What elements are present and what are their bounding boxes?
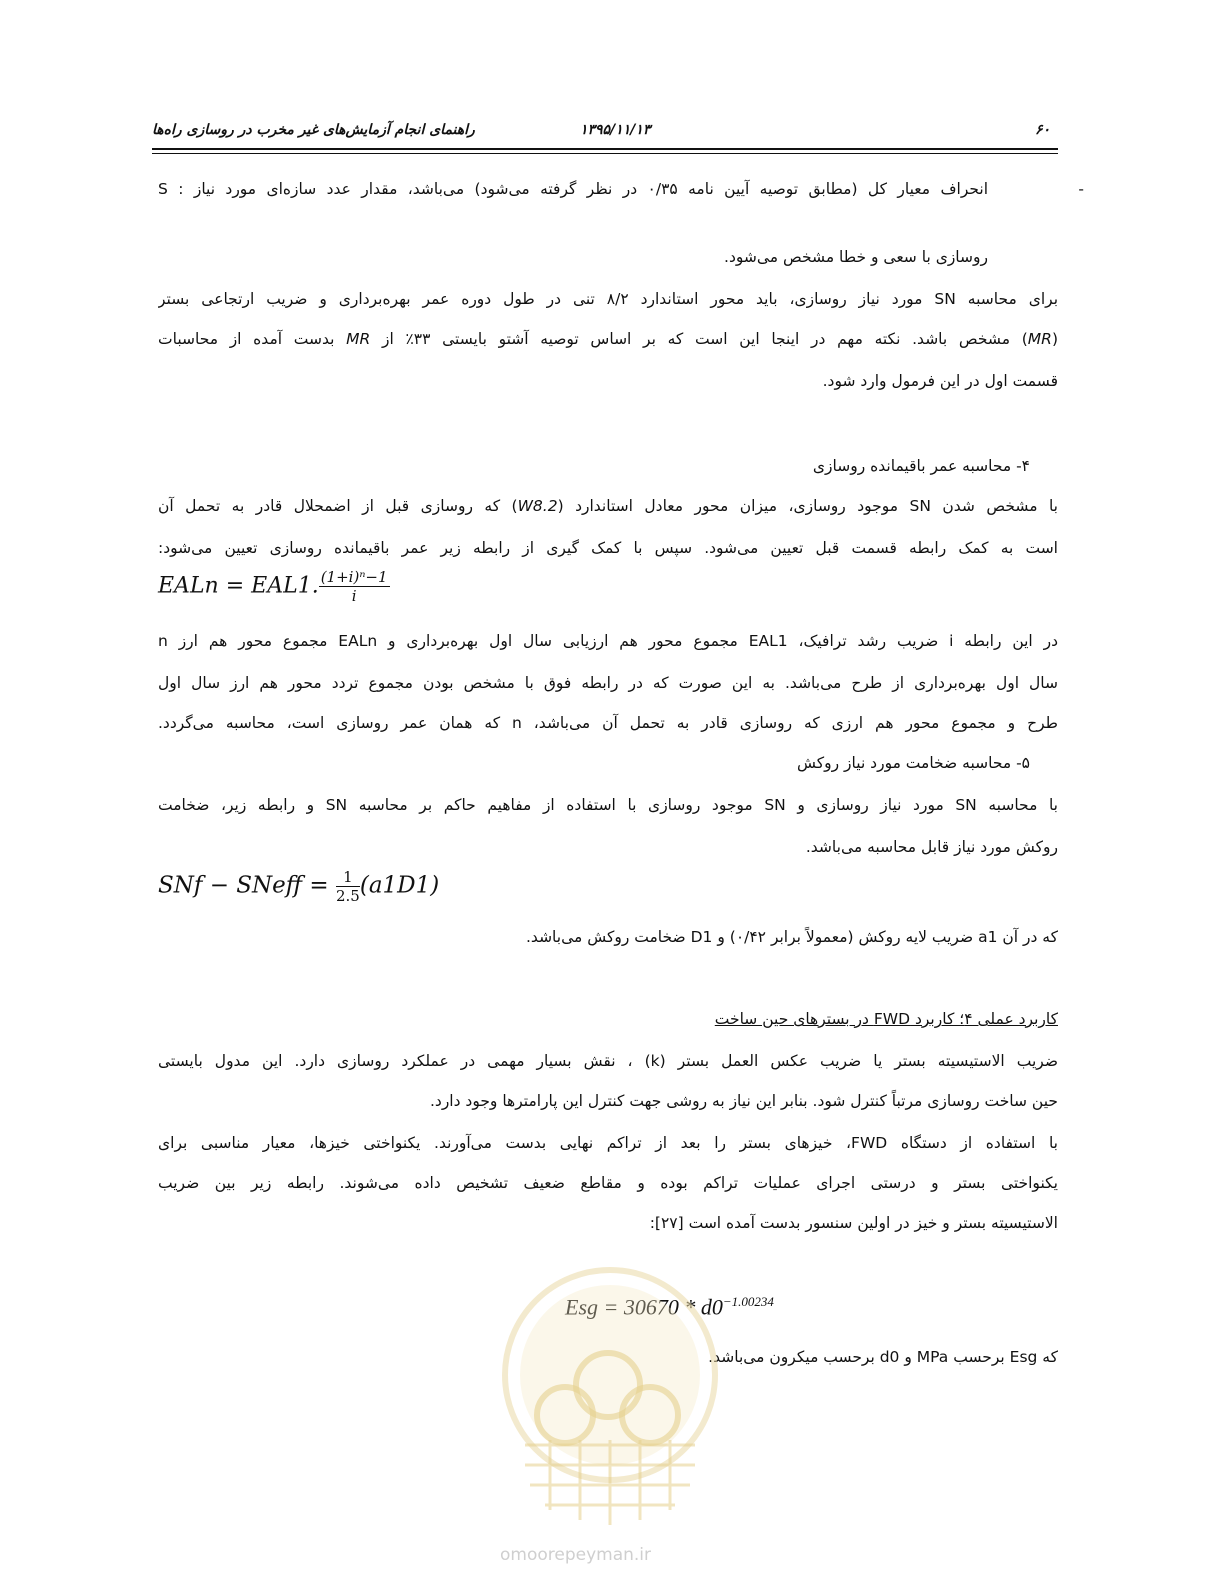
section4-line-1: با مشخص شدن SN موجود روسازی، میزان محور معادل استاندارد (W8.2) که روسازی قبل از اضمحلال قادر به تحمل آن (158, 497, 1058, 515)
page-header (152, 122, 1058, 144)
practical-heading: کاربرد عملی ۴؛ کاربرد FWD در بسترهای حین ساخت (714, 1010, 1058, 1028)
header-rule (152, 148, 1058, 150)
section5-line-1: با محاسبه SN مورد نیاز روسازی و SN موجود روسازی با استفاده از مفاهیم حاکم بر محاسبه SN و رابطه زیر، ضخامت (158, 796, 1058, 814)
section4-after-1: در این رابطه i ضریب رشد ترافیک، EAL1 مجموع محور هم ارزیابی سال اول بهره‌برداری و EALn مجموع محور هم ارز n (158, 632, 1058, 650)
practical-p1-line-2: حین ساخت روسازی مرتباً کنترل شود. بنابر این نیاز به روشی جهت کنترل این پارامترها وجود دارد. (429, 1092, 1058, 1110)
bullet-line-1: S : انحراف معیار کل (مطابق توصیه آیین نامه ۰/۳۵ در نظر گرفته می‌شود) می‌باشد، مقدار عدد سازه‌ای مورد نیاز (158, 180, 988, 198)
section4-heading: ۴- محاسبه عمر باقیمانده روسازی (812, 457, 1030, 475)
header-date: ۱۳۹۵/۱۱/۱۳ (580, 122, 651, 138)
practical-after: که Esg برحسب MPa و d0 برحسب میکرون می‌باشد. (708, 1348, 1058, 1366)
section5-after: که در آن a1 ضریب لایه روکش (معمولاً برابر ۰/۴۲) و D1 ضخامت روکش می‌باشد. (526, 928, 1058, 946)
section4-line-2: است به کمک رابطه قسمت قبل تعیین می‌شود. سپس با کمک گیری از رابطه زیر عمر باقیمانده روسازی تعیین می‌شود: (158, 539, 1058, 557)
para1-line-3: قسمت اول در این فرمول وارد شود. (822, 372, 1058, 390)
section4-after-3: طرح و مجموع محور هم ارزی که روسازی قادر به تحمل آن می‌باشد، n که همان عمر روسازی است، محاسبه می‌گردد. (158, 714, 1058, 732)
section4-after-2: سال اول بهره‌برداری از طرح می‌باشد. به این صورت که در رابطه فوق با مشخص بودن مجموع تردد محور هم ارز سال اول (158, 674, 1058, 692)
practical-p2-line-3: الاستیسیته بستر و خیز در اولین سنسور بدست آمده است [۲۷]: (649, 1214, 1058, 1232)
bullet-line-2: روسازی با سعی و خطا مشخص می‌شود. (724, 248, 988, 266)
practical-p1-line-1: ضریب الاستیسیته بستر یا ضریب عکس العمل بستر (k) ، نقش بسیار مهمی در عملکرد روسازی دارد. این مدول بایستی (158, 1052, 1058, 1070)
bullet-dash: - (1078, 180, 1084, 198)
watermark-url: omoorepeyman.ir (500, 1545, 652, 1565)
section5-line-2: روکش مورد نیاز قابل محاسبه می‌باشد. (805, 838, 1058, 856)
section5-heading: ۵- محاسبه ضخامت مورد نیاز روکش (797, 754, 1030, 772)
practical-p2-line-2: یکنواختی بستر و درستی اجرای عملیات تراکم بوده و مقاطع ضعیف تشخیص داده می‌شوند. رابطه زیر بین ضریب (158, 1174, 1058, 1192)
header-title: راهنمای انجام آزمایش‌های غیر مخرب در روسازی راه‌ها (152, 122, 475, 138)
esg-equation: Esg = $30670 * d0^{-1.00234}$ (565, 1294, 774, 1320)
practical-p2-line-1: با استفاده از دستگاه FWD، خیزهای بستر را بعد از تراکم نهایی بدست می‌آورند. یکنواختی خیزها، معیار مناسبی برای (158, 1134, 1058, 1152)
overlay-equation: SNf − SNeff = $\frac{1}{2.5}$ (a1D1) (158, 868, 440, 905)
eal-equation: EALn = EAL1. $\frac{\text{(1+i)ⁿ−1}}{i}$ (158, 568, 388, 605)
header-rule-thin (152, 153, 1058, 154)
para1-line-2: (MR) مشخص باشد. نکته مهم در اینجا این است که بر اساس توصیه آشتو بایستی ۳۳٪ از MR بدست آمده از محاسبات (158, 330, 1058, 348)
para1-line-1: برای محاسبه SN مورد نیاز روسازی، باید محور استاندارد ۸/۲ تنی در طول دوره عمر بهره‌برداری و ضریب ارتجاعی بستر (158, 290, 1058, 308)
page-number: ۶۰ (1034, 122, 1050, 138)
